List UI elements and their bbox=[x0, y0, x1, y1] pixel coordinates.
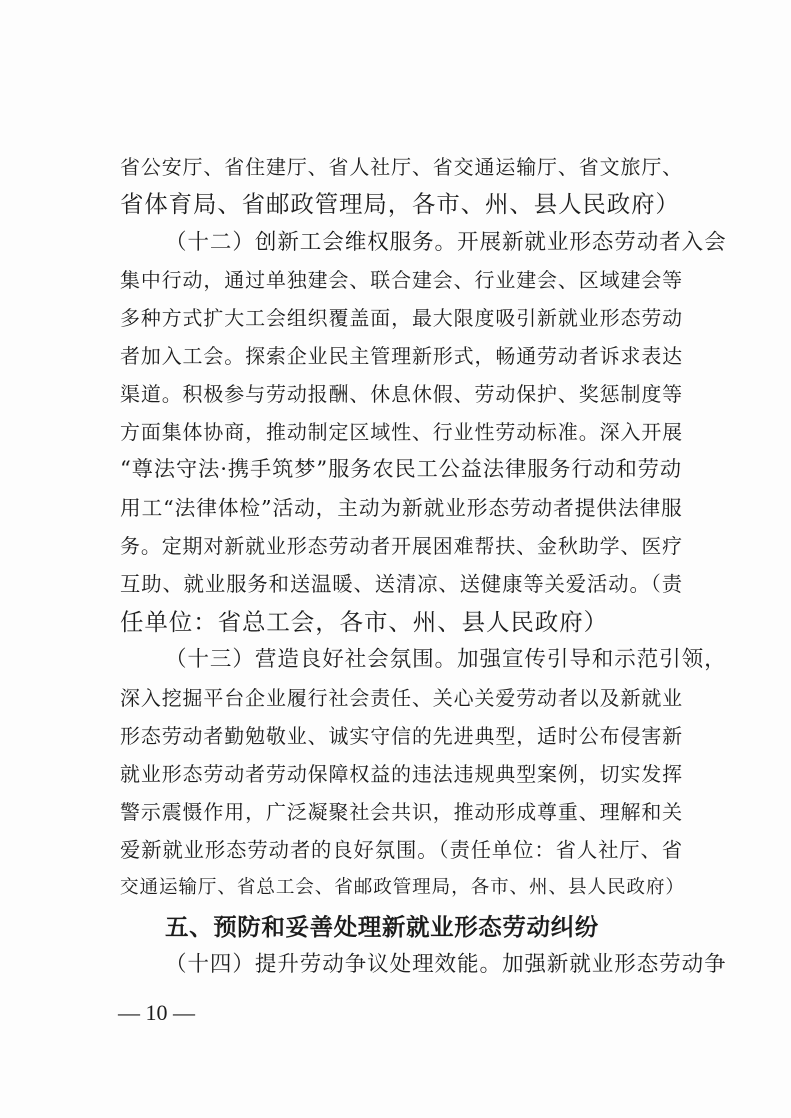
body-text-line: 深入挖掘平台企业履行社会责任、关心关爱劳动者以及新就业 bbox=[120, 686, 684, 710]
body-text-line: 方面集体协商，推动制定区域性、行业性劳动标准。深入开展 bbox=[120, 420, 684, 444]
body-text-line: 互助、就业服务和送温暖、送清凉、送健康等关爱活动。（责 bbox=[120, 572, 683, 596]
section-12-title-line: （十二）创新工会维权服务。开展新就业形态劳动者入会 bbox=[165, 230, 727, 255]
body-text-line: 省公安厅、省住建厅、省人社厅、省交通运输厅、省文旅厅、 bbox=[120, 155, 684, 179]
body-text-line: 警示震慑作用，广泛凝聚社会共识，推动形成尊重、理解和关 bbox=[120, 800, 684, 824]
section-5-heading: 五、预防和妥善处理新就业形态劳动纠纷 bbox=[165, 913, 599, 941]
body-text-line: 务。定期对新就业形态劳动者开展困难帮扶、金秋助学、医疗 bbox=[120, 534, 684, 558]
body-text-line: 就业形态劳动者劳动保障权益的违法违规典型案例，切实发挥 bbox=[120, 762, 684, 786]
body-text-line: 任单位：省总工会，各市、州、县人民政府） bbox=[120, 608, 608, 636]
section-13-title-line: （十三）营造良好社会氛围。加强宣传引导和示范引领， bbox=[165, 647, 727, 672]
body-text-line: 多种方式扩大工会组织覆盖面，最大限度吸引新就业形态劳动 bbox=[120, 306, 684, 330]
body-text-line: 集中行动，通过单独建会、联合建会、行业建会、区域建会等 bbox=[120, 268, 684, 292]
body-text-line: “尊法守法·携手筑梦”服务农民工公益法律服务行动和劳动 bbox=[120, 457, 682, 482]
body-text-line: 者加入工会。探索企业民主管理新形式，畅通劳动者诉求表达 bbox=[120, 344, 684, 368]
body-text-line: 形态劳动者勤勉敬业、诚实守信的先进典型，适时公布侵害新 bbox=[120, 724, 684, 748]
body-text-line: 交通运输厅、省总工会、省邮政管理局，各市、州、县人民政府） bbox=[120, 877, 685, 898]
page-number: — 10 — bbox=[118, 1000, 195, 1025]
body-text-line: 爱新就业形态劳动者的良好氛围。（责任单位：省人社厅、省 bbox=[120, 838, 683, 862]
body-text-line: 渠道。积极参与劳动报酬、休息休假、劳动保护、奖惩制度等 bbox=[120, 382, 684, 406]
section-14-title-line: （十四）提升劳动争议处理效能。加强新就业形态劳动争 bbox=[165, 952, 727, 977]
body-text-line: 用工“法律体检”活动，主动为新就业形态劳动者提供法律服 bbox=[120, 496, 683, 520]
body-text-line: 省体育局、省邮政管理局，各市、州、县人民政府） bbox=[120, 190, 680, 218]
